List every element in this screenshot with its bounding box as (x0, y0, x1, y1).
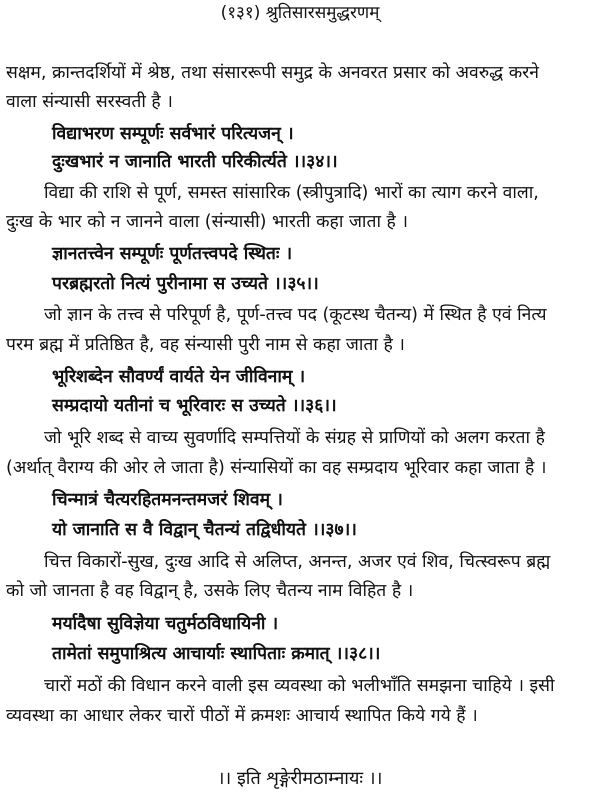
running-head: (१३१) श्रुतिसारसमुद्धरणम् (220, 3, 380, 23)
verse-line: विद्याभरण सम्पूर्णः सर्वभारं परित्यजन् । (52, 124, 294, 144)
prose-line: चित्त विकारों-सुख, दुःख आदि से अलिप्त, अनन्त, अजर एवं शिव, चित्स्वरूप ब्रह्म (44, 552, 551, 572)
prose-line: (अर्थात् वैराग्य की ओर ले जाता है) संन्यासियों का वह सम्प्रदाय भूरिवार कहा जाता है । (6, 458, 547, 478)
prose-line: जो भूरि शब्द से वाच्य सुवर्णादि सम्पत्तियों के संग्रह से प्राणियों को अलग करता है (44, 428, 545, 448)
prose-line: सक्षम, क्रान्तदर्शियों में श्रेष्ठ, तथा संसाररूपी समुद्र के अनवरत प्रसार को अवरुद्ध करने (6, 63, 540, 83)
verse-line: यो जानाति स वै विद्वान् चैतन्यं तद्विधीयते ।।३७।। (52, 520, 357, 540)
colophon: ।। इति शृङ्गेरीमठाम्नायः ।। (217, 768, 383, 789)
prose-line: व्यवस्था का आधार लेकर चारों पीठों में क्रमशः आचार्य स्थापित किये गये हैं । (6, 706, 478, 726)
prose-line: दुःख के भार को न जानने वाला (संन्यासी) भारती कहा जाता है । (6, 212, 409, 232)
prose-line: विद्या की राशि से पूर्ण, समस्त सांसारिक (स्त्रीपुत्रादि) भारों का त्याग करने वाला, (44, 183, 539, 203)
prose-line: चारों मठों की विधान करने वाली इस व्यवस्था को भलीभाँति समझना चाहिये । इसी (44, 676, 555, 696)
prose-line: को जो जानता है वह विद्वान् है, उसके लिए चैतन्य नाम विहित है । (6, 581, 414, 601)
prose-line: वाला संन्यासी सरस्वती है । (6, 92, 173, 112)
verse-line: मर्यादैषा सुविज्ञेया चतुर्मठविधायिनी । (52, 614, 279, 634)
verse-line: दुःखभारं न जानाति भारती परिकीर्त्यते ।।३४।। (52, 152, 338, 172)
verse-line: तामेतां समुपाश्रित्य आचार्याः स्थापिताः क्रमात् ।।३८।। (52, 644, 381, 664)
verse-line: परब्रह्मरतो नित्यं पुरीनामा स उच्यते ।।३५।। (52, 274, 319, 294)
prose-line: परम ब्रह्म में प्रतिष्ठित है, वह संन्यासी पुरी नाम से कहा जाता है । (6, 335, 405, 355)
verse-line: चिन्मात्रं चैत्यरहितमनन्तमजरं शिवम् । (52, 490, 283, 510)
verse-line: ज्ञानतत्त्वेन सम्पूर्णः पूर्णतत्त्वपदे स्थितः । (52, 244, 293, 264)
verse-line: भूरिशब्देन सौवर्ण्यं वार्यते येन जीविनाम् । (52, 367, 306, 387)
verse-line: सम्प्रदायो यतीनां च भूरिवारः स उच्यते ।।३६।। (52, 396, 337, 416)
prose-line: जो ज्ञान के तत्त्व से परिपूर्ण है, पूर्ण-तत्त्व पद (कूटस्थ चैतन्य) में स्थित है एवं नित्य (44, 305, 547, 325)
